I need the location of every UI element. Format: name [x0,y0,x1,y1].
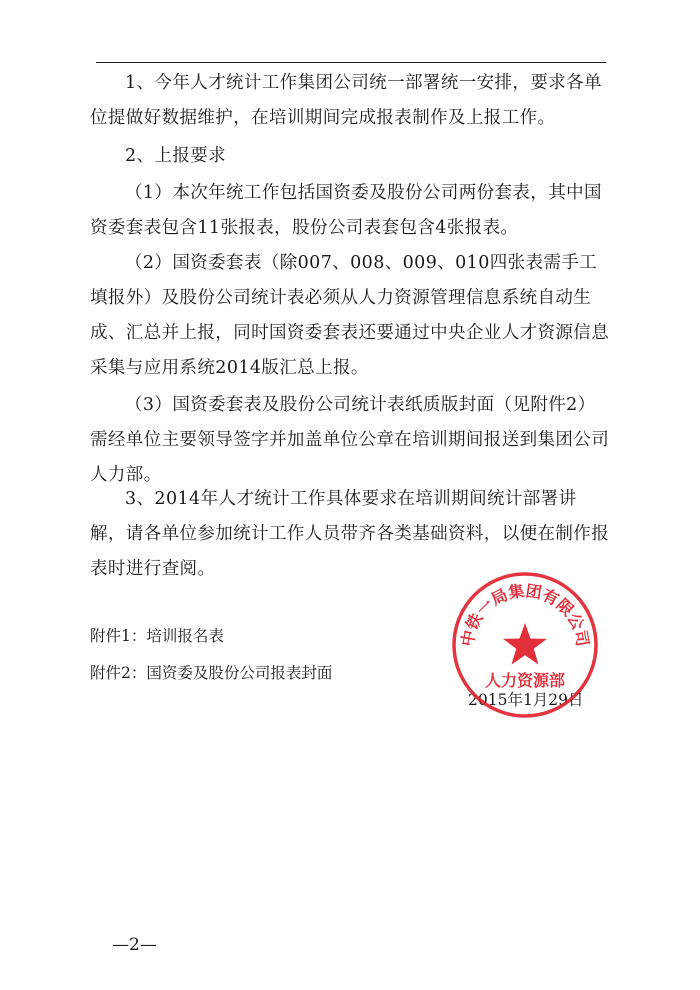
paragraph-work-arrangement: 1、今年人才统计工作集团公司统一部署统一安排，要求各单位提做好数据维护，在培训期间完成报表制作及上报工作。 [90,73,602,128]
seal-department: 人力资源部 [484,671,566,690]
paragraph-report-requirements-heading: 2、上报要求 [125,146,227,166]
attachment-1: 附件1：培训报名表 [90,627,224,645]
document-date: 2015年1月29日 [468,691,584,709]
attachment-2: 附件2：国资委及股份公司报表封面 [90,664,333,682]
paragraph-requirement-2: （2）国资委套表（除007、008、009、010四张表需手工填报外）及股份公司统计表必须从人力资源管理信息系统自动生成、汇总并上报，同时国资委套表还要通过中央企业人才资源信息采集与应用系统2014版汇总上报。 [90,253,610,378]
official-seal [450,570,600,720]
seal-star-icon [503,623,547,665]
paragraph-requirement-1: （1）本次年统工作包括国资委及股份公司两份套表，其中国资委套表包含11张报表，股份公司表套包含4张报表。 [90,183,602,238]
page-number: —2— [112,935,157,955]
header-rule [96,62,606,63]
seal-org-name: 中铁一局集团有限公司 [457,581,593,648]
paragraph-training-instructions: 3、2014年人才统计工作具体要求在培训期间统计部署讲解，请各单位参加统计工作人员带齐各类基础资料，以便在制作报表时进行查阅。 [90,489,610,579]
paragraph-requirement-3: （3）国资委套表及股份公司统计表纸质版封面（见附件2）需经单位主要领导签字并加盖单位公章在培训期间报送到集团公司人力部。 [90,395,610,485]
